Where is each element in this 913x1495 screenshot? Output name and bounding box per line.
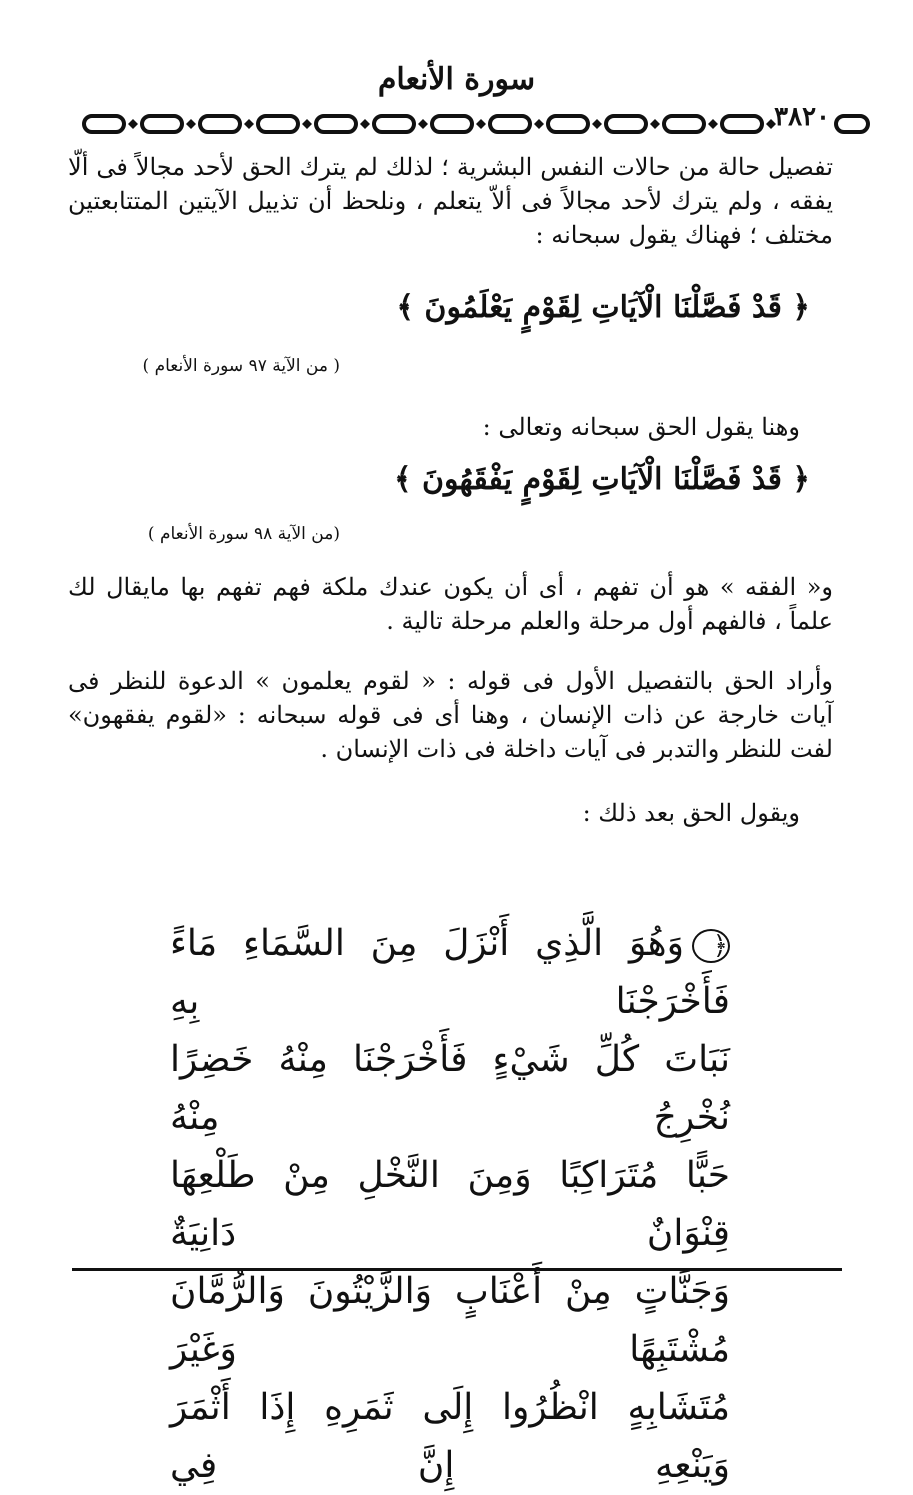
quran-line — [170, 915, 730, 1031]
paragraph-4: وأراد الحق بالتفصيل الأول فى قوله : « لقوم يعلمون » الدعوة للنظر فى آيات خارجة عن ذات الإنسان ، وهنا أى فى قوله سبحانه : «لقوم يفقهون» لفت للنظر والتدبر فى آيات داخلة فى ذات الإنسان . — [68, 667, 834, 763]
quran-line-text: وَهُوَ الَّذِي أَنْزَلَ مِنَ السَّمَاءِ مَاءً فَأَخْرَجْنَا بِهِ — [170, 923, 730, 1022]
ornamental-chain-border — [80, 112, 780, 136]
page-header-ornament — [80, 102, 870, 140]
paragraph-2: وهنا يقول الحق سبحانه وتعالى : — [482, 413, 800, 441]
quran-line: مُتَشَابِهٍ انْظُرُوا إِلَى ثَمَرِهِ إِذَا أَثْمَرَ وَيَنْعِهِ إِنَّ فِي — [170, 1387, 730, 1486]
quran-line: نَبَاتَ كُلِّ شَيْءٍ فَأَخْرَجْنَا مِنْهُ خَضِرًا نُخْرِجُ مِنْهُ — [170, 1039, 730, 1138]
paragraph-3: و« الفقه » هو أن تفهم ، أى أن يكون عندك ملكة فهم تفهم بها مايقال لك علماً ، فالفهم أول مرحلة والعلم مرحلة تالية . — [68, 573, 833, 635]
quran-passage — [170, 915, 730, 1495]
surah-title: سورة الأنعام — [377, 62, 536, 97]
paragraph-1: تفصيل حالة من حالات النفس البشرية ؛ لذلك لم يترك الحق لأحد مجالاً فى ألّا يفقه ، ولم يترك لأحد مجالاً فى ألاّ يتعلم ، ونلحظ أن تذييل الآيتين المتتابعتين مختلف ؛ فهناك يقول سبحانه : — [68, 153, 833, 249]
ayah-opening-ornament: ﴿ — [692, 929, 730, 963]
quran-verse-ya3lamun: ﴿ قَدْ فَصَّلْنَا الْآيَاتِ لِقَوْمٍ يَعْلَمُونَ ﴾ — [396, 290, 810, 325]
quran-line: وَجَنَّاتٍ مِنْ أَعْنَابٍ وَالزَّيْتُونَ وَالرُّمَّانَ مُشْتَبِهًا وَغَيْرَ — [170, 1271, 730, 1370]
quran-line: حَبًّا مُتَرَاكِبًا وَمِنَ النَّخْلِ مِنْ طَلْعِهَا قِنْوَانٌ دَانِيَةٌ — [170, 1155, 730, 1254]
footer-rule — [72, 1268, 842, 1271]
paragraph-5: ويقول الحق بعد ذلك : — [582, 799, 800, 827]
page-number: ٣٨٢٠ — [774, 102, 830, 132]
ornamental-end-link — [834, 112, 870, 136]
verse-reference-98: (من الآية ٩٨ سورة الأنعام ) — [147, 524, 340, 544]
quran-verse-yafqahun: ﴿ قَدْ فَصَّلْنَا الْآيَاتِ لِقَوْمٍ يَفْقَهُونَ ﴾ — [393, 462, 810, 497]
verse-reference-97: ( من الآية ٩٧ سورة الأنعام ) — [142, 356, 340, 376]
